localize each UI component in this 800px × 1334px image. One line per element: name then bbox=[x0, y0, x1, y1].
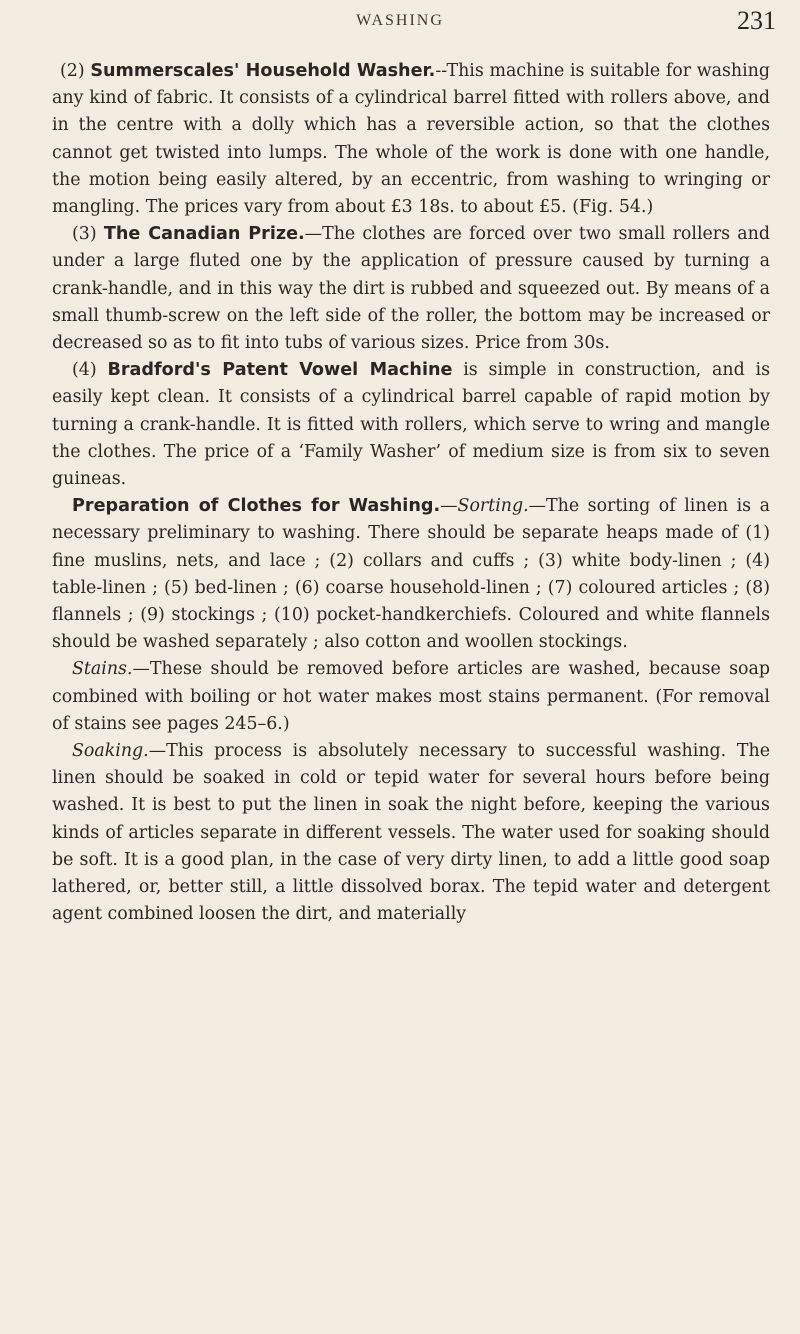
running-title: WASHING bbox=[356, 12, 444, 29]
item-number: (3) bbox=[72, 224, 97, 245]
body-text bbox=[52, 58, 770, 929]
paragraph-canadian-prize bbox=[52, 221, 770, 357]
paragraph-soaking bbox=[52, 738, 770, 928]
section-heading: Preparation of Clothes for Washing. bbox=[72, 496, 441, 517]
paragraph-stains bbox=[52, 656, 770, 738]
paragraph-text: —This process is absolutely necessary to successful washing. The linen should be soaked in cold or tepid water for several hours before being washed. It is best to put the linen in soak the night before, keeping the various kinds of articles separate in different vessels. The water used for soaking should be soft. It is a good plan, in the case of very dirty linen, to add a little good soap lathered, or, better still, a little dissolved borax. The tepid water and detergent agent combined loosen the dirt, and materially bbox=[52, 741, 770, 925]
item-number: (4) bbox=[72, 360, 97, 381]
subsection-heading: Soaking. bbox=[72, 741, 149, 762]
paragraph-text: —The clothes are forced over two small rollers and under a large fluted one by the application of pressure caused by turning a crank-handle, and in this way the dirt is rubbed and squeezed out. By means of a small thumb-screw on the left side of the roller, the bottom may be increased or decreased so as to fit into tubs of various sizes. Price from 30s. bbox=[52, 224, 770, 354]
paragraph-text: --This machine is suitable for washing any kind of fabric. It consists of a cylindrical barrel fitted with rollers above, and in the centre with a dolly which has a reversible action, so that the clothes cannot get twisted into lumps. The whole of the work is done with one handle, the motion being easily altered, by an eccentric, from washing to wringing or mangling. The prices vary from about £3 18s. to about £5. (Fig. 54.) bbox=[52, 61, 771, 218]
page-number: 231 bbox=[737, 6, 776, 35]
paragraph-heading: Bradford's Patent Vowel Machine bbox=[107, 360, 453, 381]
paragraph-summerscales-washer bbox=[52, 58, 770, 221]
subsection-heading: Stains. bbox=[72, 659, 133, 680]
paragraph-text: —The sorting of linen is a necessary preliminary to washing. There should be separate heaps made of (1) fine muslins, nets, and lace ; (2) collars and cuffs ; (3) white body-linen ; (4) table-linen ; (5) bed-linen ; (6) coarse household-linen ; (7) coloured articles ; (8) flannels ; (9) stockings ; (10) pocket-handkerchiefs. Coloured and white flannels should be washed separately ; also cotton and woollen stockings. bbox=[52, 496, 770, 653]
paragraph-text: —These should be removed before articles are washed, because soap combined with boiling or hot water makes most stains permanent. (For removal of stains see pages 245–6.) bbox=[52, 659, 770, 734]
subsection-heading: —Sorting. bbox=[440, 496, 529, 517]
paragraph-heading: Summerscales' Household Washer. bbox=[90, 61, 436, 81]
paragraph-bradford-machine bbox=[52, 357, 770, 493]
paragraph-text: is simple in construction, and is easily kept clean. It consists of a cylindrical barrel capable of rapid motion by turning a crank-handle. It is fitted with rollers, which serve to wring and mangle the clothes. The price of a ‘Family Washer’ of medium size is from six to seven guineas. bbox=[52, 360, 770, 490]
running-head bbox=[0, 6, 800, 46]
paragraph-preparation-sorting bbox=[52, 493, 770, 656]
item-number: (2) bbox=[60, 61, 85, 81]
paragraph-heading: The Canadian Prize. bbox=[103, 224, 305, 245]
